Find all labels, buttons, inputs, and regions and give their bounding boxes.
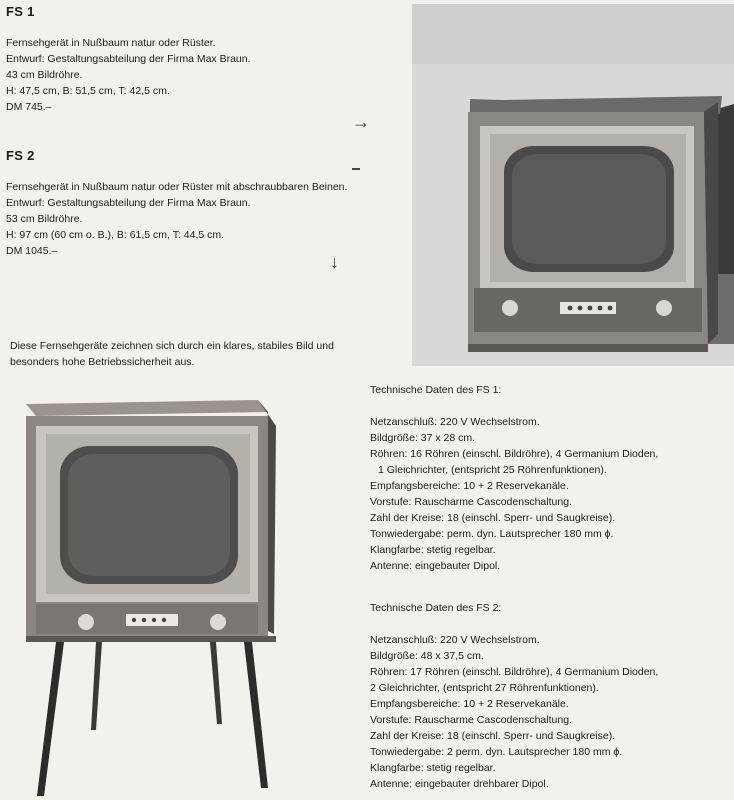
fs2-line: 53 cm Bildröhre. [6, 213, 83, 225]
specs-fs1 [370, 382, 730, 574]
spec-line: Zahl der Kreise: 18 (einschl. Sperr- und Saugkreise). [370, 730, 616, 742]
fs2-line: Fernsehgerät in Nußbaum natur oder Rüster mit abschraubbaren Beinen. [6, 181, 348, 193]
fs1-lines [6, 35, 336, 115]
spec-line: Röhren: 16 Röhren (einschl. Bildröhre), 4 Germanium Dioden, [370, 448, 659, 460]
arrow-right-icon: → [352, 112, 370, 132]
arrow-down-icon: ↓ [330, 252, 339, 272]
spec-line: Vorstufe: Rauscharme Cascodenschaltung. [370, 714, 572, 726]
spec-line: Röhren: 17 Röhren (einschl. Bildröhre), 4 Germanium Dioden, [370, 666, 659, 678]
spec-line: Antenne: eingebauter drehbarer Dipol. [370, 778, 549, 790]
spec-line: Bildgröße: 48 x 37,5 cm. [370, 650, 484, 662]
fs1-line: Entwurf: Gestaltungsabteilung der Firma Max Braun. [6, 53, 251, 65]
fs2-tv-photo [0, 396, 300, 800]
specs-fs2-title: Technische Daten des FS 2: [370, 602, 502, 614]
fs2-lines [6, 179, 406, 259]
spec-line: Empfangsbereiche: 10 + 2 Reservekanäle. [370, 698, 569, 710]
fs1-line: DM 745.– [6, 101, 52, 113]
spec-line: Bildgröße: 37 x 28 cm. [370, 432, 476, 444]
spec-line: 1 Gleichrichter, (entspricht 25 Röhrenfunktionen). [378, 464, 607, 476]
spec-line: Netzanschluß: 220 V Wechselstrom. [370, 634, 540, 646]
spec-line: Vorstufe: Rauscharme Cascodenschaltung. [370, 496, 572, 508]
spec-line: Netzanschluß: 220 V Wechselstrom. [370, 416, 540, 428]
fs2-heading: FS 2 [6, 148, 35, 163]
summary-line: besonders hohe Betriebssicherheit aus. [10, 356, 195, 368]
fs1-line: Fernsehgerät in Nußbaum natur oder Rüster. [6, 37, 216, 49]
fs2-line: H: 97 cm (60 cm o. B.), B: 61,5 cm, T: 44,5 cm. [6, 229, 225, 241]
summary-line: Diese Fernsehgeräte zeichnen sich durch ein klares, stabiles Bild und [10, 340, 334, 352]
spec-line: Klangfarbe: stetig regelbar. [370, 544, 496, 556]
spec-line: 2 Gleichrichter, (entspricht 27 Röhrenfunktionen). [370, 682, 599, 694]
spec-line: Empfangsbereiche: 10 + 2 Reservekanäle. [370, 480, 569, 492]
fs1-line: H: 47,5 cm, B: 51,5 cm, T: 42,5 cm. [6, 85, 170, 97]
spec-line: Antenne: eingebauter Dipol. [370, 560, 501, 572]
fs2-line: Entwurf: Gestaltungsabteilung der Firma Max Braun. [6, 197, 251, 209]
spec-line: Klangfarbe: stetig regelbar. [370, 762, 496, 774]
fs2-line: DM 1045.– [6, 245, 58, 257]
fs1-line: 43 cm Bildröhre. [6, 69, 83, 81]
fs1-description [6, 4, 336, 115]
spec-line: Zahl der Kreise: 18 (einschl. Sperr- und Saugkreise). [370, 512, 616, 524]
specs-fs1-title: Technische Daten des FS 1: [370, 384, 502, 396]
summary-text [10, 338, 410, 370]
fs2-description [6, 148, 406, 259]
specs-fs2 [370, 600, 730, 792]
fs1-heading: FS 1 [6, 4, 35, 19]
spec-line: Tonwiedergabe: perm. dyn. Lautsprecher 180 mm ϕ. [370, 528, 614, 540]
spec-line: Tonwiedergabe: 2 perm. dyn. Lautsprecher 180 mm ϕ. [370, 746, 623, 758]
fs1-tv-photo [412, 4, 734, 366]
